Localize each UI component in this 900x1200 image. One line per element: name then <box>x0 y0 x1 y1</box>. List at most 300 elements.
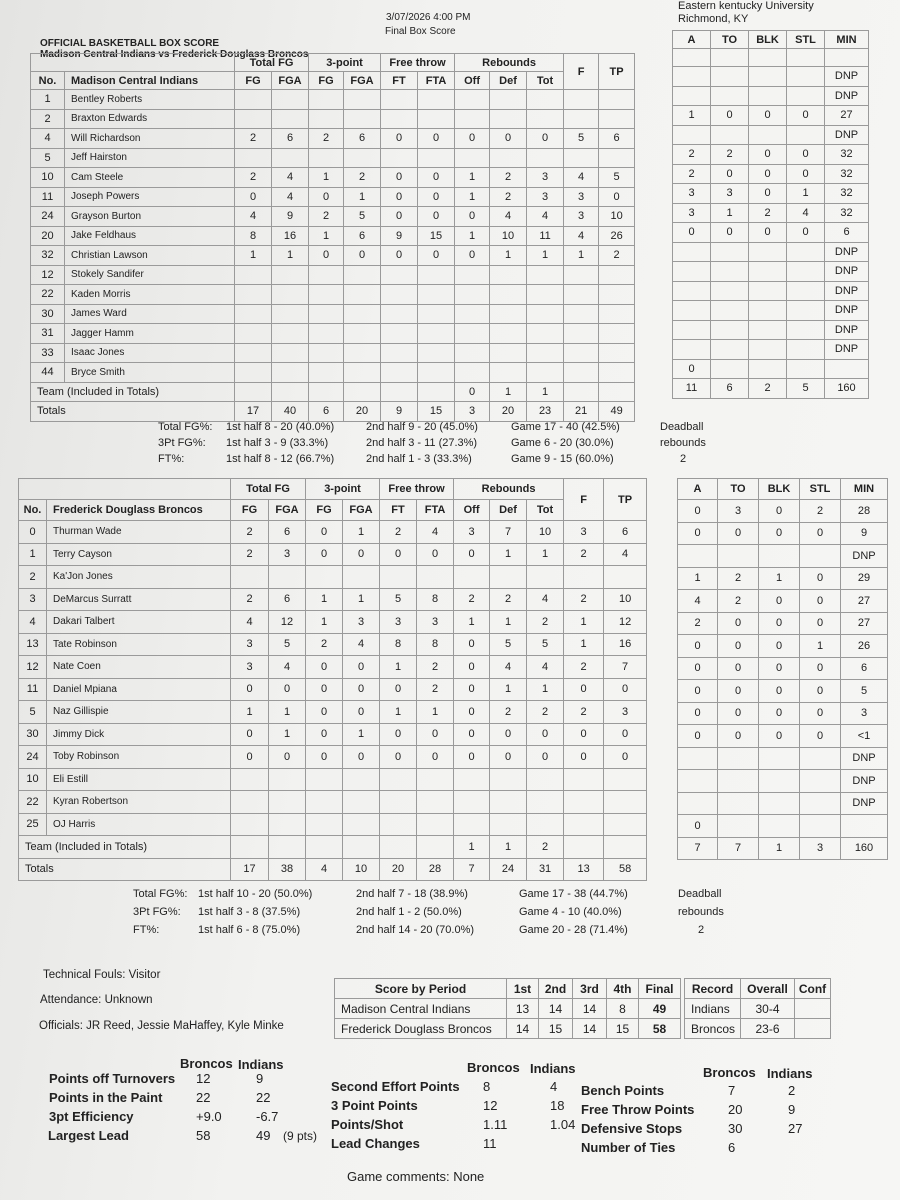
stat-cell: 32 <box>825 145 869 165</box>
stat-cell <box>749 242 787 262</box>
stat-cell <box>269 566 306 589</box>
totals-row <box>31 402 635 422</box>
stat-cell: 1 <box>343 521 380 544</box>
stat-cell <box>787 67 825 87</box>
stat-cell: 0 <box>678 657 718 680</box>
stat-broncos: 30 <box>728 1121 743 1136</box>
player-number: 2 <box>31 109 65 129</box>
stat-cell <box>490 768 527 791</box>
col-header: FT <box>380 500 417 521</box>
stat-label: Number of Ties <box>581 1140 676 1155</box>
stat-cell <box>673 281 711 301</box>
stat-cell: 0 <box>306 521 343 544</box>
stat-cell <box>418 382 455 402</box>
stat-cell <box>343 813 380 836</box>
stat-cell: 1 <box>800 635 841 658</box>
period-team-name: Frederick Douglass Broncos <box>335 1019 507 1039</box>
right-col-header: MIN <box>825 31 869 49</box>
stat-cell <box>455 109 490 129</box>
period-row <box>335 1019 681 1039</box>
stat-cell: 0 <box>711 106 749 126</box>
player-right-row <box>673 281 869 301</box>
pct-value: 2nd half 9 - 20 (45.0%) <box>366 421 478 433</box>
player-row <box>19 588 647 611</box>
right-col-header: MIN <box>841 479 888 500</box>
stat-cell <box>418 343 455 363</box>
score-by-period-table <box>334 978 681 1039</box>
player-row <box>19 746 647 769</box>
stat-indians: -6.7 <box>256 1109 279 1124</box>
stat-cell: 2 <box>344 168 381 188</box>
stat-cell <box>564 90 599 110</box>
stat-cell: 26 <box>841 635 888 658</box>
stat-cell: 0 <box>749 145 787 165</box>
stat-cell: 0 <box>749 184 787 204</box>
stat-cell: 4 <box>527 207 564 227</box>
stat-cell <box>455 285 490 305</box>
stat-cell: 1 <box>454 611 490 634</box>
stat-cell <box>711 359 749 379</box>
stat-cell <box>787 340 825 360</box>
stat-cell <box>564 791 604 814</box>
stat-cell <box>418 285 455 305</box>
stat-cell: 0 <box>381 207 418 227</box>
stat-cell <box>235 304 272 324</box>
document-title: OFFICIAL BASKETBALL BOX SCORE <box>40 38 220 49</box>
stat-cell: 1 <box>231 701 269 724</box>
player-right-row <box>673 223 869 243</box>
record-header: Conf <box>795 979 831 999</box>
stat-cell <box>231 566 269 589</box>
deadball-rebounds: 2 <box>680 453 687 465</box>
col-header: FTA <box>417 500 454 521</box>
stat-cell: 1 <box>564 611 604 634</box>
stat-cell: 1 <box>759 567 800 590</box>
stat-cell <box>418 324 455 344</box>
stat-label: Largest Lead <box>48 1128 129 1143</box>
stat-cell: 32 <box>825 203 869 223</box>
stat-cell: 2 <box>490 187 527 207</box>
stat-cell: 3 <box>711 184 749 204</box>
stat-cell <box>564 304 599 324</box>
stat-label: Free Throw Points <box>581 1102 695 1117</box>
player-right-row <box>678 792 888 815</box>
stat-cell: 2 <box>490 701 527 724</box>
stat-cell: 28 <box>841 500 888 523</box>
stat-cell: 1 <box>564 633 604 656</box>
stat-cell: 2 <box>309 207 344 227</box>
total-cell: 7 <box>454 858 490 881</box>
stat-cell: 0 <box>418 207 455 227</box>
stat-cell <box>272 148 309 168</box>
period-score: 14 <box>539 999 573 1019</box>
record-row <box>685 999 831 1019</box>
stat-cell <box>309 90 344 110</box>
stat-cell: 1 <box>455 187 490 207</box>
stat-cell: 1 <box>343 723 380 746</box>
stat-cell <box>380 768 417 791</box>
deadball-rebounds: 2 <box>698 924 705 936</box>
stat-cell <box>344 109 381 129</box>
stat-cell <box>380 566 417 589</box>
player-name: Cam Steele <box>65 168 235 188</box>
stat-cell: 6 <box>344 129 381 149</box>
stat-cell <box>527 285 564 305</box>
stat-cell <box>564 324 599 344</box>
stat-cell <box>490 148 527 168</box>
stat-cell <box>309 343 344 363</box>
player-right-row <box>673 86 869 106</box>
stat-indians: 1.04 <box>550 1117 576 1132</box>
stat-cell: 3 <box>527 187 564 207</box>
stat-cell <box>749 67 787 87</box>
stat-cell <box>381 343 418 363</box>
stat-indians: 9 <box>788 1102 796 1117</box>
col-header: FG <box>309 72 344 90</box>
stat-cell: 1 <box>272 246 309 266</box>
stat-label: 3pt Efficiency <box>49 1109 134 1124</box>
stat-cell: 1 <box>711 203 749 223</box>
pct-value: Game 17 - 38 (44.7%) <box>519 888 628 900</box>
stat-cell <box>749 125 787 145</box>
stat-cell <box>564 382 599 402</box>
stat-cell <box>604 836 647 859</box>
stat-cell: 0 <box>454 678 490 701</box>
stat-cell <box>599 265 635 285</box>
stat-cell <box>272 90 309 110</box>
stat-cell: 8 <box>380 633 417 656</box>
col-header: FGA <box>343 500 380 521</box>
stat-cell <box>718 747 759 770</box>
stat-indians: 2 <box>788 1083 796 1098</box>
stat-cell: 8 <box>417 588 454 611</box>
stat-cell: DNP <box>825 67 869 87</box>
stat-indians: 4 <box>550 1079 558 1094</box>
player-number: 20 <box>31 226 65 246</box>
stat-cell <box>527 90 564 110</box>
stat-cell <box>711 86 749 106</box>
stat-cell <box>272 109 309 129</box>
stat-cell: 0 <box>564 678 604 701</box>
stat-cell <box>564 285 599 305</box>
total-cell: 58 <box>604 858 647 881</box>
player-right-row <box>678 522 888 545</box>
stat-cell <box>673 67 711 87</box>
stat-cell: 2 <box>800 500 841 523</box>
stat-cell: 2 <box>599 246 635 266</box>
stat-cell: 1 <box>490 543 527 566</box>
team-row <box>19 836 647 859</box>
total-cell: 38 <box>269 858 306 881</box>
group-free-throw: Free throw <box>380 479 454 500</box>
stat-cell: 4 <box>564 168 599 188</box>
pct-value: 2nd half 3 - 11 (27.3%) <box>366 437 478 449</box>
stat-cell: 3 <box>564 207 599 227</box>
stat-cell <box>711 125 749 145</box>
player-row <box>31 148 635 168</box>
player-number: 13 <box>19 633 47 656</box>
stat-cell <box>787 281 825 301</box>
stat-cell: 6 <box>604 521 647 544</box>
stat-cell <box>787 320 825 340</box>
player-number: 10 <box>19 768 47 791</box>
player-right-row <box>678 545 888 568</box>
stat-cell: 0 <box>380 543 417 566</box>
player-row <box>19 521 647 544</box>
player-number: 30 <box>19 723 47 746</box>
player-row <box>19 768 647 791</box>
player-number: 24 <box>31 207 65 227</box>
stat-cell <box>711 67 749 87</box>
player-name: Nate Coen <box>47 656 231 679</box>
player-row <box>19 611 647 634</box>
record-header: Overall <box>741 979 795 999</box>
col-header: Tot <box>527 72 564 90</box>
stat-cell: 0 <box>718 680 759 703</box>
player-right-row <box>673 242 869 262</box>
stat-cell: 0 <box>380 723 417 746</box>
stat-cell: 4 <box>343 633 380 656</box>
stat-cell: 5 <box>380 588 417 611</box>
stat-cell: 0 <box>418 187 455 207</box>
player-name: Jake Feldhaus <box>65 226 235 246</box>
stat-cell <box>490 265 527 285</box>
stat-cell <box>749 301 787 321</box>
player-row <box>19 566 647 589</box>
stat-cell: 26 <box>599 226 635 246</box>
stat-cell <box>673 340 711 360</box>
stat-cell: 2 <box>417 678 454 701</box>
stat-label: Points/Shot <box>331 1117 404 1132</box>
stat-cell: 2 <box>673 145 711 165</box>
stat-cell: 0 <box>787 164 825 184</box>
total-cell: 11 <box>673 379 711 399</box>
stat-cell <box>235 109 272 129</box>
stat-cell <box>564 148 599 168</box>
stat-cell <box>454 768 490 791</box>
stat-cell <box>711 281 749 301</box>
stat-indians: 27 <box>788 1121 803 1136</box>
stat-cell <box>673 262 711 282</box>
stat-cell <box>455 343 490 363</box>
stat-cell: 0 <box>800 612 841 635</box>
totals-label: Totals <box>31 402 235 422</box>
stat-cell: 4 <box>269 656 306 679</box>
stat-cell <box>309 363 344 383</box>
stat-cell: 1 <box>306 588 343 611</box>
stat-cell <box>800 770 841 793</box>
stat-cell <box>455 324 490 344</box>
stat-cell <box>749 340 787 360</box>
venue-name: Eastern kentucky University <box>678 0 814 12</box>
stat-cell: 0 <box>718 522 759 545</box>
stat-cell: 0 <box>718 657 759 680</box>
stat-cell: 1 <box>527 543 564 566</box>
stat-cell: 12 <box>269 611 306 634</box>
pct-label: 3Pt FG%: <box>133 906 181 918</box>
stat-cell: 0 <box>678 500 718 523</box>
pct-value: Game 17 - 40 (42.5%) <box>511 421 620 433</box>
header-blank <box>31 54 235 72</box>
player-right-row <box>673 145 869 165</box>
stat-cell: 0 <box>759 590 800 613</box>
stat-cell: 0 <box>455 246 490 266</box>
stat-cell <box>454 813 490 836</box>
player-number: 22 <box>31 285 65 305</box>
stat-cell: 2 <box>564 588 604 611</box>
stat-cell <box>800 815 841 838</box>
stat-cell: 0 <box>235 187 272 207</box>
player-right-row <box>678 500 888 523</box>
stat-cell <box>527 265 564 285</box>
stat-cell: 0 <box>344 246 381 266</box>
total-cell: 20 <box>344 402 381 422</box>
stat-cell: DNP <box>825 281 869 301</box>
player-right-row <box>673 164 869 184</box>
stat-cell: 0 <box>306 723 343 746</box>
stat-cell: 8 <box>417 633 454 656</box>
stat-cell: 9 <box>272 207 309 227</box>
stat-cell: 3 <box>231 633 269 656</box>
player-name: Dakari Talbert <box>47 611 231 634</box>
stat-cell <box>235 363 272 383</box>
total-cell: 20 <box>490 402 527 422</box>
player-number: 24 <box>19 746 47 769</box>
stat-cell: 2 <box>749 203 787 223</box>
stat-cell <box>344 363 381 383</box>
player-number: 4 <box>31 129 65 149</box>
stat-cell <box>527 304 564 324</box>
period-header: 2nd <box>539 979 573 999</box>
stat-cell <box>380 836 417 859</box>
stat-cell <box>749 86 787 106</box>
stat-cell: 0 <box>800 680 841 703</box>
stat-cell <box>599 382 635 402</box>
group-total-points: TP <box>604 479 647 521</box>
stat-cell <box>749 262 787 282</box>
player-right-row <box>678 590 888 613</box>
totals-label: Totals <box>19 858 231 881</box>
stat-cell: 1 <box>380 701 417 724</box>
stat-cell <box>306 791 343 814</box>
stat-label: Points in the Paint <box>49 1090 163 1105</box>
stat-cell <box>344 285 381 305</box>
stat-cell: 4 <box>272 187 309 207</box>
pct-value: 1st half 3 - 8 (37.5%) <box>198 906 301 918</box>
stat-cell <box>381 109 418 129</box>
record-cell: Indians <box>685 999 741 1019</box>
stat-cell <box>231 791 269 814</box>
player-name: Jagger Hamm <box>65 324 235 344</box>
stat-cell <box>825 359 869 379</box>
stat-cell: 4 <box>527 588 564 611</box>
player-number: 5 <box>31 148 65 168</box>
record-header: Record <box>685 979 741 999</box>
stat-cell <box>527 363 564 383</box>
col-header: FG <box>235 72 272 90</box>
stat-cell: 0 <box>418 129 455 149</box>
pct-value: 1st half 8 - 12 (66.7%) <box>226 453 335 465</box>
total-cell: 17 <box>231 858 269 881</box>
pct-value: 1st half 8 - 20 (40.0%) <box>226 421 335 433</box>
player-number: 31 <box>31 324 65 344</box>
stat-cell <box>718 792 759 815</box>
stat-cell: 2 <box>490 588 527 611</box>
stat-cell: 0 <box>787 106 825 126</box>
stat-cell: 2 <box>564 656 604 679</box>
player-right-row <box>673 320 869 340</box>
stat-cell <box>231 768 269 791</box>
stat-cell: 0 <box>759 500 800 523</box>
player-right-row <box>678 657 888 680</box>
deadball-rebounds: rebounds <box>678 906 724 918</box>
stat-cell: 16 <box>604 633 647 656</box>
stat-cell: 6 <box>599 129 635 149</box>
player-row <box>31 285 635 305</box>
player-row <box>31 304 635 324</box>
stat-cell: 0 <box>678 702 718 725</box>
stat-cell: 0 <box>381 168 418 188</box>
total-cell: 20 <box>380 858 417 881</box>
stat-cell <box>344 343 381 363</box>
period-score: 58 <box>639 1019 681 1039</box>
stat-cell: 0 <box>718 725 759 748</box>
stat-cell <box>309 324 344 344</box>
stat-cell: 0 <box>231 746 269 769</box>
period-score: 13 <box>507 999 539 1019</box>
stat-cell <box>564 566 604 589</box>
pct-value: 1st half 6 - 8 (75.0%) <box>198 924 301 936</box>
total-cell: 4 <box>306 858 343 881</box>
stat-cell: 1 <box>490 246 527 266</box>
total-cell: 31 <box>527 858 564 881</box>
stat-cell <box>673 320 711 340</box>
stat-cell <box>272 265 309 285</box>
stat-cell <box>417 768 454 791</box>
stat-cell: 0 <box>343 656 380 679</box>
stat-cell <box>599 363 635 383</box>
player-right-row <box>678 702 888 725</box>
total-cell: 3 <box>800 837 841 860</box>
stat-cell <box>231 813 269 836</box>
player-row <box>31 168 635 188</box>
stat-cell: 4 <box>235 207 272 227</box>
stat-cell <box>718 770 759 793</box>
stat-cell <box>272 324 309 344</box>
group-fouls: F <box>564 479 604 521</box>
stat-cell <box>380 791 417 814</box>
player-name: Jimmy Dick <box>47 723 231 746</box>
stat-cell: 0 <box>306 746 343 769</box>
stat-cell <box>673 86 711 106</box>
stat-cell: 0 <box>800 567 841 590</box>
pct-value: 2nd half 7 - 18 (38.9%) <box>356 888 468 900</box>
stat-cell: 0 <box>417 746 454 769</box>
stat-cell <box>235 148 272 168</box>
stat-cell <box>718 545 759 568</box>
stat-cell <box>759 747 800 770</box>
player-row <box>31 265 635 285</box>
stat-cell <box>599 90 635 110</box>
stat-cell <box>269 836 306 859</box>
stat-cell: 1 <box>269 701 306 724</box>
stat-cell: 0 <box>527 746 564 769</box>
stat-cell <box>711 242 749 262</box>
stat-cell: 4 <box>272 168 309 188</box>
team-row-label: Team (Included in Totals) <box>31 382 235 402</box>
stat-cell <box>527 768 564 791</box>
attendance: Attendance: Unknown <box>40 994 153 1006</box>
